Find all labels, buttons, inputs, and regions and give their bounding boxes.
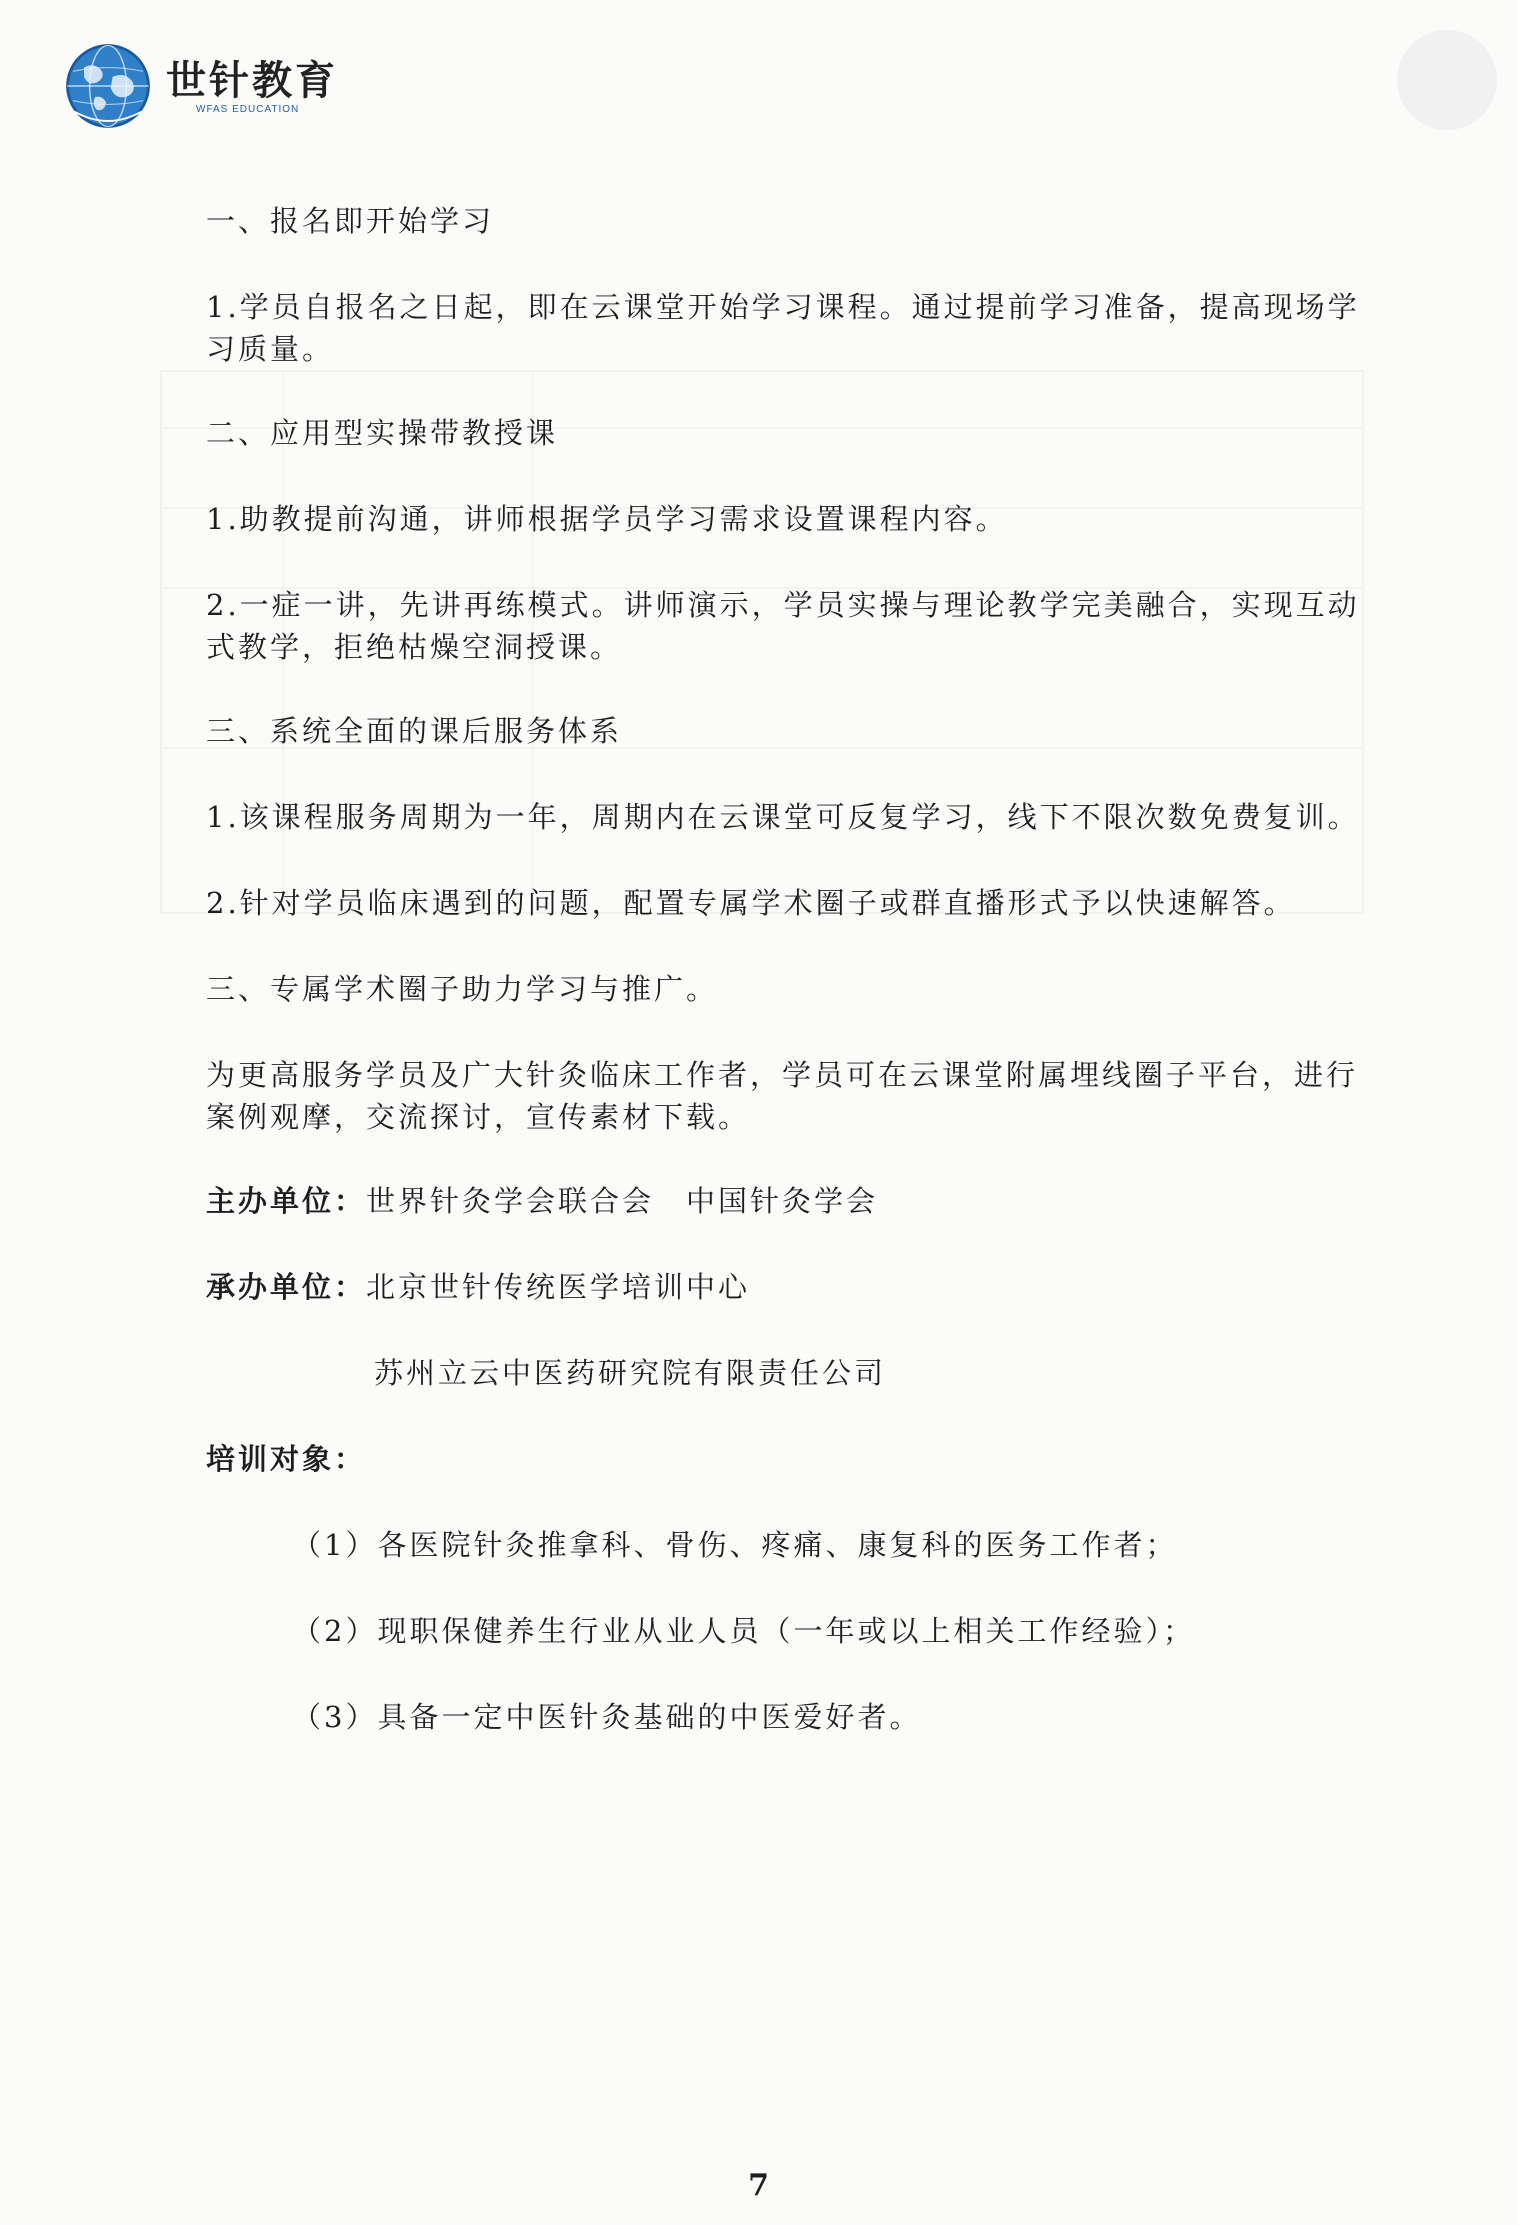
document-body (206, 200, 1366, 1782)
section-1-item-1: 1.学员自报名之日起，即在云课堂开始学习课程。通过提前学习准备，提高现场学习质量。 (206, 290, 1360, 366)
host-value: 世界针灸学会联合会 中国针灸学会 (366, 1184, 879, 1218)
target-item-2: （2）现职保健养生行业从业人员（一年或以上相关工作经验）； (292, 1614, 1195, 1648)
organizer-value-2: 苏州立云中医药研究院有限责任公司 (374, 1356, 887, 1390)
target-item-1: （1）各医院针灸推拿科、骨伤、疼痛、康复科的医务工作者； (292, 1528, 1178, 1562)
page-number: 7 (748, 2168, 769, 2203)
section-2-title: 二、应用型实操带教授课 (206, 416, 559, 450)
wfas-education-logo (62, 40, 338, 132)
section-2-item-2: 2.一症一讲，先讲再练模式。讲师演示，学员实操与理论教学完美融合，实现互动式教学，拒绝枯燥空洞授课。 (206, 588, 1360, 664)
host-label: 主办单位： (206, 1184, 367, 1218)
organizer-row (206, 1266, 1366, 1308)
section-1-title: 一、报名即开始学习 (206, 204, 495, 238)
target-title: 培训对象： (206, 1442, 367, 1476)
bleed-through-logo (1397, 30, 1497, 130)
section-3-item-2: 2.针对学员临床遇到的问题，配置专属学术圈子或群直播形式予以快速解答。 (206, 886, 1296, 920)
section-4-text: 为更高服务学员及广大针灸临床工作者，学员可在云课堂附属埋线圈子平台，进行案例观摩，交流探讨，宣传素材下载。 (206, 1058, 1359, 1134)
section-3-title: 三、系统全面的课后服务体系 (206, 714, 623, 748)
host-row (206, 1180, 1366, 1222)
globe-icon (62, 40, 154, 132)
section-4-title: 三、专属学术圈子助力学习与推广。 (206, 972, 719, 1006)
target-item-3: （3）具备一定中医针灸基础的中医爱好者。 (292, 1700, 922, 1734)
organizer-label: 承办单位： (206, 1270, 367, 1304)
organizer-value-1: 北京世针传统医学培训中心 (366, 1270, 751, 1304)
section-3-item-1: 1.该课程服务周期为一年，周期内在云课堂可反复学习，线下不限次数免费复训。 (206, 800, 1360, 834)
section-2-item-1: 1.助教提前沟通，讲师根据学员学习需求设置课程内容。 (206, 502, 1008, 536)
logo-chinese-name: 世针教育 (166, 57, 338, 104)
logo-english-name: WFAS EDUCATION (196, 103, 300, 115)
